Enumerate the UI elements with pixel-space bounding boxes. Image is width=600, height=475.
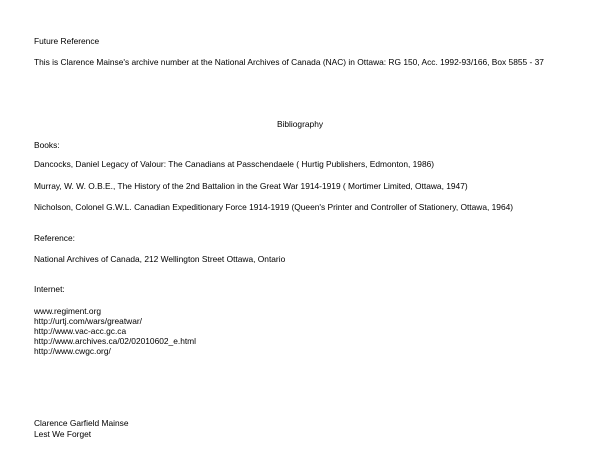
internet-links-list (34, 306, 579, 356)
book-entry-dancocks: Dancocks, Daniel Legacy of Valour: The Canadians at Passchendaele ( Hurtig Publishers, Edmonton, 1986) (34, 159, 435, 169)
internet-link[interactable]: www.regiment.org (34, 306, 102, 316)
internet-link[interactable]: http://www.archives.ca/02/02010602_e.html (34, 336, 197, 346)
internet-link[interactable]: http://urtj.com/wars/greatwar/ (34, 316, 142, 326)
books-label: Books: (34, 140, 60, 150)
book-entry-murray: Murray, W. W. O.B.E., The History of the 2nd Battalion in the Great War 1914-1919 ( Mortimer Limited, Ottawa, 1947) (34, 181, 468, 191)
book-entry-nicholson: Nicholson, Colonel G.W.L. Canadian Expeditionary Force 1914-1919 (Queen's Printer and Controller of Stationery, Ottawa, 1964) (34, 202, 514, 212)
bibliography-heading: Bibliography (276, 119, 324, 129)
archive-number-text: This is Clarence Mainse's archive number at the National Archives of Canada (NAC) in Ottawa: RG 150, Acc. 1992-93/166, Box 5855 - 37 (34, 57, 544, 67)
internet-label: Internet: (34, 284, 65, 294)
closing-name: Clarence Garfield Mainse (34, 418, 129, 428)
reference-label: Reference: (34, 233, 75, 243)
internet-link[interactable]: http://www.vac-acc.gc.ca (34, 326, 127, 336)
reference-entry: National Archives of Canada, 212 Wellington Street Ottawa, Ontario (34, 254, 286, 264)
future-reference-heading: Future Reference (34, 36, 100, 46)
internet-link[interactable]: http://www.cwgc.org/ (34, 346, 111, 356)
closing-motto: Lest We Forget (34, 429, 92, 439)
